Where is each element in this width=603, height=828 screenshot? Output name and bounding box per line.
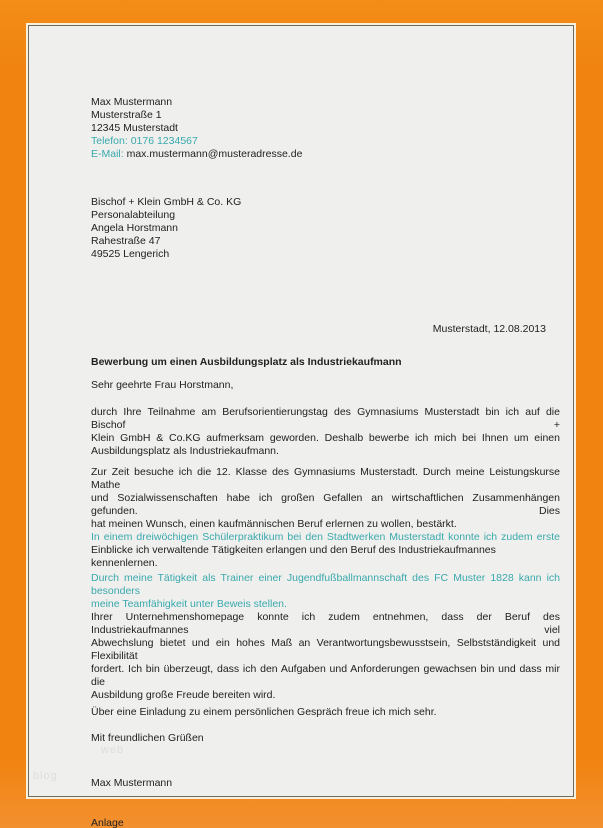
letter-line: Rahestraße 47	[91, 235, 161, 247]
sender-phone: Telefon: 0176 1234567	[91, 135, 198, 147]
letter-line: Angela Horstmann	[91, 222, 178, 234]
sender-email-label: E-Mail:	[91, 148, 124, 160]
sender-street: Musterstraße 1	[91, 109, 162, 121]
letter-line: fordert. Ich bin überzeugt, dass ich den Aufgaben und Anforderungen gewachsen bin und dass mir die	[91, 663, 560, 688]
watermark-fragment: blog	[33, 770, 58, 782]
letter-line: Personalabteilung	[91, 209, 176, 221]
watermark-fragment: web	[101, 744, 125, 756]
letter-line: Ausbildung große Freude bereiten wird.	[91, 689, 276, 701]
paragraph-2	[91, 466, 560, 570]
letter-line: Ausbildungsplatz als Industriekaufmann.	[91, 445, 279, 457]
regards-line: Mit freundlichen Grüßen	[91, 732, 204, 744]
sender-name: Max Mustermann	[91, 96, 173, 108]
recipient-address-block	[91, 196, 560, 261]
letter-line: In einem dreiwöchigen Schülerpraktikum bei den Stadtwerken Musterstadt konnte ich zudem erste	[91, 531, 560, 543]
letter-line: durch Ihre Teilnahme am Berufsorientierungstag des Gymnasiums Musterstadt bin ich auf die Bischof +	[91, 406, 560, 431]
letter-line: Zur Zeit besuche ich die 12. Klasse des Gymnasiums Musterstadt. Durch meine Leistungskurse Mathe	[91, 466, 560, 491]
letter-line: Klein GmbH & Co.KG aufmerksam geworden. Deshalb bewerbe ich mich bei Ihnen um einen	[91, 432, 560, 444]
date-line: Musterstadt, 12.08.2013	[432, 323, 546, 335]
sender-city: 12345 Musterstadt	[91, 122, 178, 134]
sender-address-block	[91, 96, 560, 161]
letter-line: Durch meine Tätigkeit als Trainer einer Jugendfußballmannschaft des FC Muster 1828 kann ich besonders	[91, 572, 560, 597]
letter-line: Einblicke ich verwaltende Tätigkeiten erlangen und den Beruf des Industriekaufmannes kennenlernen.	[91, 544, 496, 569]
sender-email	[91, 148, 560, 161]
letter-line: 49525 Lengerich	[91, 248, 170, 260]
paragraph-1	[91, 406, 560, 458]
enclosure-label: Anlage	[91, 817, 124, 828]
paragraph-3	[91, 572, 560, 702]
letter-line: Ihrer Unternehmenshomepage konnte ich zudem entnehmen, dass der Beruf des Industriekaufmannes viel	[91, 611, 560, 636]
letter-line: meine Teamfähigkeit unter Beweis stellen.	[91, 598, 287, 610]
closing-line: Über eine Einladung zu einem persönlichen Gespräch freue ich mich sehr.	[91, 706, 437, 718]
sender-email-value: max.mustermann@musteradresse.de	[126, 148, 303, 160]
letter-line: hat meinen Wunsch, einen kaufmännischen Beruf erlernen zu wollen, bestärkt.	[91, 518, 457, 530]
letter-content	[91, 96, 560, 828]
letter-line: Bischof + Klein GmbH & Co. KG	[91, 196, 242, 208]
letter-line: Abwechslung bietet und ein hohes Maß an Verantwortungsbewusstsein, Selbstständigkeit und Flexibilität	[91, 637, 560, 662]
salutation: Sehr geehrte Frau Horstmann,	[91, 379, 234, 391]
letter-page	[28, 25, 574, 828]
signature-name: Max Mustermann	[91, 777, 173, 789]
letter-line: und Sozialwissenschaften habe ich großen Gefallen an wirtschaftlichen Zusammenhängen gefunden. Dies	[91, 492, 560, 517]
subject-line: Bewerbung um einen Ausbildungsplatz als Industriekaufmann	[91, 356, 402, 368]
